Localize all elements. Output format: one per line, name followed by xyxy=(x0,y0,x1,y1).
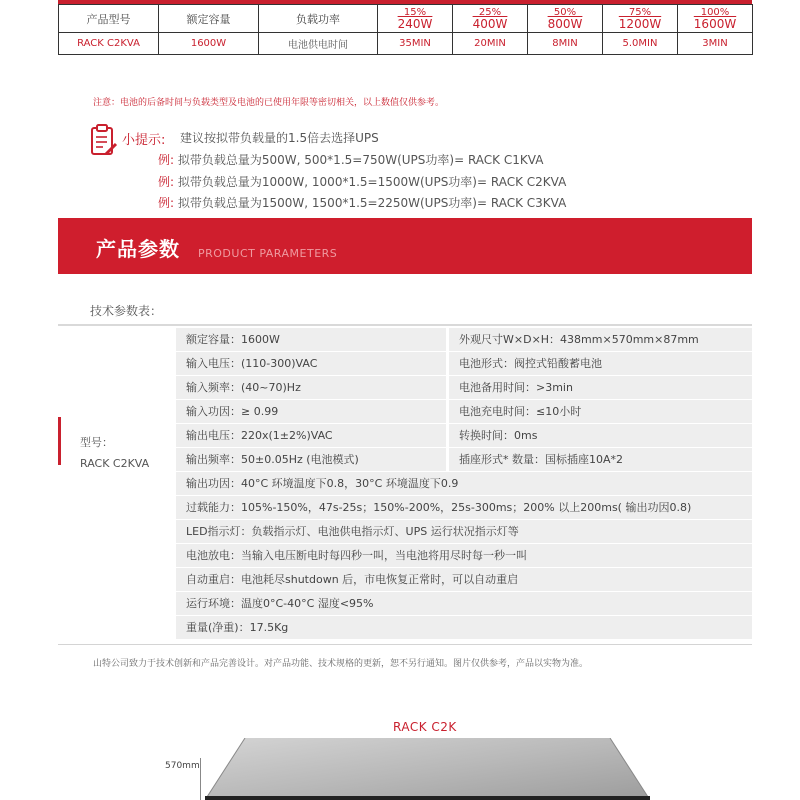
section-banner xyxy=(58,218,752,274)
load-watt: 1600W xyxy=(693,16,737,31)
disclaimer-footer: 山特公司致力于技术创新和产品完善设计。对产品功能、技术规格的更新，恕不另行通知。图片仅供参考，产品以实物为准。 xyxy=(93,659,589,669)
spec-cell: 重量(净重)：17.5Kg xyxy=(176,616,752,639)
runtime-note: 注意：电池的后备时间与负载类型及电池的已使用年限等密切相关，以上数值仅供参考。 xyxy=(93,98,445,108)
spec-cell: 电池备用时间：>3min xyxy=(449,376,752,399)
spec-cell: 运行环境：温度0°C-40°C 湿度<95% xyxy=(176,592,752,615)
spec-cell: 过载能力：105%-150%，47s-25s；150%-200%，25s-300ms；200% 以上200ms( 输出功因0.8) xyxy=(176,496,752,519)
header-capacity: 额定容量 xyxy=(159,5,259,33)
product-title: RACK C2K xyxy=(393,720,457,734)
runtime-value: 8MIN xyxy=(528,33,603,55)
load-percent: 25% xyxy=(478,6,502,18)
runtime-grid xyxy=(58,4,753,55)
spec-cell: 输出功因：40°C 环境温度下0.8，30°C 环境温度下0.9 xyxy=(176,472,752,495)
load-percent: 15% xyxy=(403,6,427,18)
spec-cell: 输入电压：(110-300)VAC xyxy=(176,352,446,375)
tips-example: 例: 拟带负载总量为500W, 500*1.5=750W(UPS功率)= RACK C1KVA xyxy=(158,153,544,167)
load-watt: 400W xyxy=(472,16,508,31)
spec-cell: 转换时间：0ms xyxy=(449,424,752,447)
ups-device-image xyxy=(205,738,650,800)
load-cell xyxy=(603,5,678,33)
header-model: 产品型号 xyxy=(59,5,159,33)
runtime-value: 20MIN xyxy=(453,33,528,55)
load-percent: 100% xyxy=(700,6,730,18)
runtime-value: 5.0MIN xyxy=(603,33,678,55)
dimension-line xyxy=(200,758,201,800)
spec-cell: 额定容量：1600W xyxy=(176,328,446,351)
spec-cell: 输入频率：(40~70)Hz xyxy=(176,376,446,399)
load-percent: 50% xyxy=(553,6,577,18)
spec-cell: 外观尺寸W×D×H：438mm×570mm×87mm xyxy=(449,328,752,351)
load-cell xyxy=(378,5,453,33)
load-watt: 1200W xyxy=(618,16,662,31)
load-watt: 800W xyxy=(547,16,583,31)
spec-cell: 输出频率：50±0.05Hz (电池模式) xyxy=(176,448,446,471)
params-label: 技术参数表： xyxy=(90,304,163,318)
depth-dimension-label: 570mm xyxy=(165,761,200,771)
spec-cell: 输入功因：≥ 0.99 xyxy=(176,400,446,423)
spec-cell: 自动重启：电池耗尽shutdown 后，市电恢复正常时，可以自动重启 xyxy=(176,568,752,591)
banner-title: 产品参数 xyxy=(96,237,180,261)
header-load: 负载功率 xyxy=(259,5,378,33)
load-percent: 75% xyxy=(628,6,652,18)
load-cell xyxy=(453,5,528,33)
tips-intro: 建议按拟带负载量的1.5倍去选择UPS xyxy=(180,131,379,145)
spec-cell: 电池形式：阀控式铅酸蓄电池 xyxy=(449,352,752,375)
tips-example: 例: 拟带负载总量为1500W, 1500*1.5=2250W(UPS功率)= RACK C3KVA xyxy=(158,196,567,210)
load-cell xyxy=(678,5,753,33)
model-column xyxy=(58,326,174,644)
tips-example: 例: 拟带负载总量为1000W, 1000*1.5=1500W(UPS功率)= RACK C2KVA xyxy=(158,175,567,189)
spec-cell: 电池充电时间：≤10小时 xyxy=(449,400,752,423)
spec-cell: 输出电压：220x(1±2%)VAC xyxy=(176,424,446,447)
spec-cell: LED指示灯：负载指示灯、电池供电指示灯、UPS 运行状况指示灯等 xyxy=(176,520,752,543)
runtime-value: 3MIN xyxy=(678,33,753,55)
spec-table xyxy=(58,324,752,645)
model-accent-bar xyxy=(58,417,61,465)
row-capacity: 1600W xyxy=(159,33,259,55)
clipboard-icon xyxy=(90,124,118,158)
spec-cell: 插座形式* 数量：国标插座10A*2 xyxy=(449,448,752,471)
load-watt: 240W xyxy=(397,16,433,31)
row-label: 电池供电时间 xyxy=(259,33,378,55)
banner-subtitle: PRODUCT PARAMETERS xyxy=(198,247,338,260)
runtime-value: 35MIN xyxy=(378,33,453,55)
runtime-table xyxy=(58,0,752,58)
model-label: 型号： xyxy=(80,436,113,449)
load-cell xyxy=(528,5,603,33)
spec-cell: 电池放电：当输入电压断电时每四秒一叫，当电池将用尽时每一秒一叫 xyxy=(176,544,752,567)
row-model: RACK C2KVA xyxy=(59,33,159,55)
tips-title: 小提示: xyxy=(122,133,166,148)
model-value: RACK C2KVA xyxy=(80,457,150,470)
